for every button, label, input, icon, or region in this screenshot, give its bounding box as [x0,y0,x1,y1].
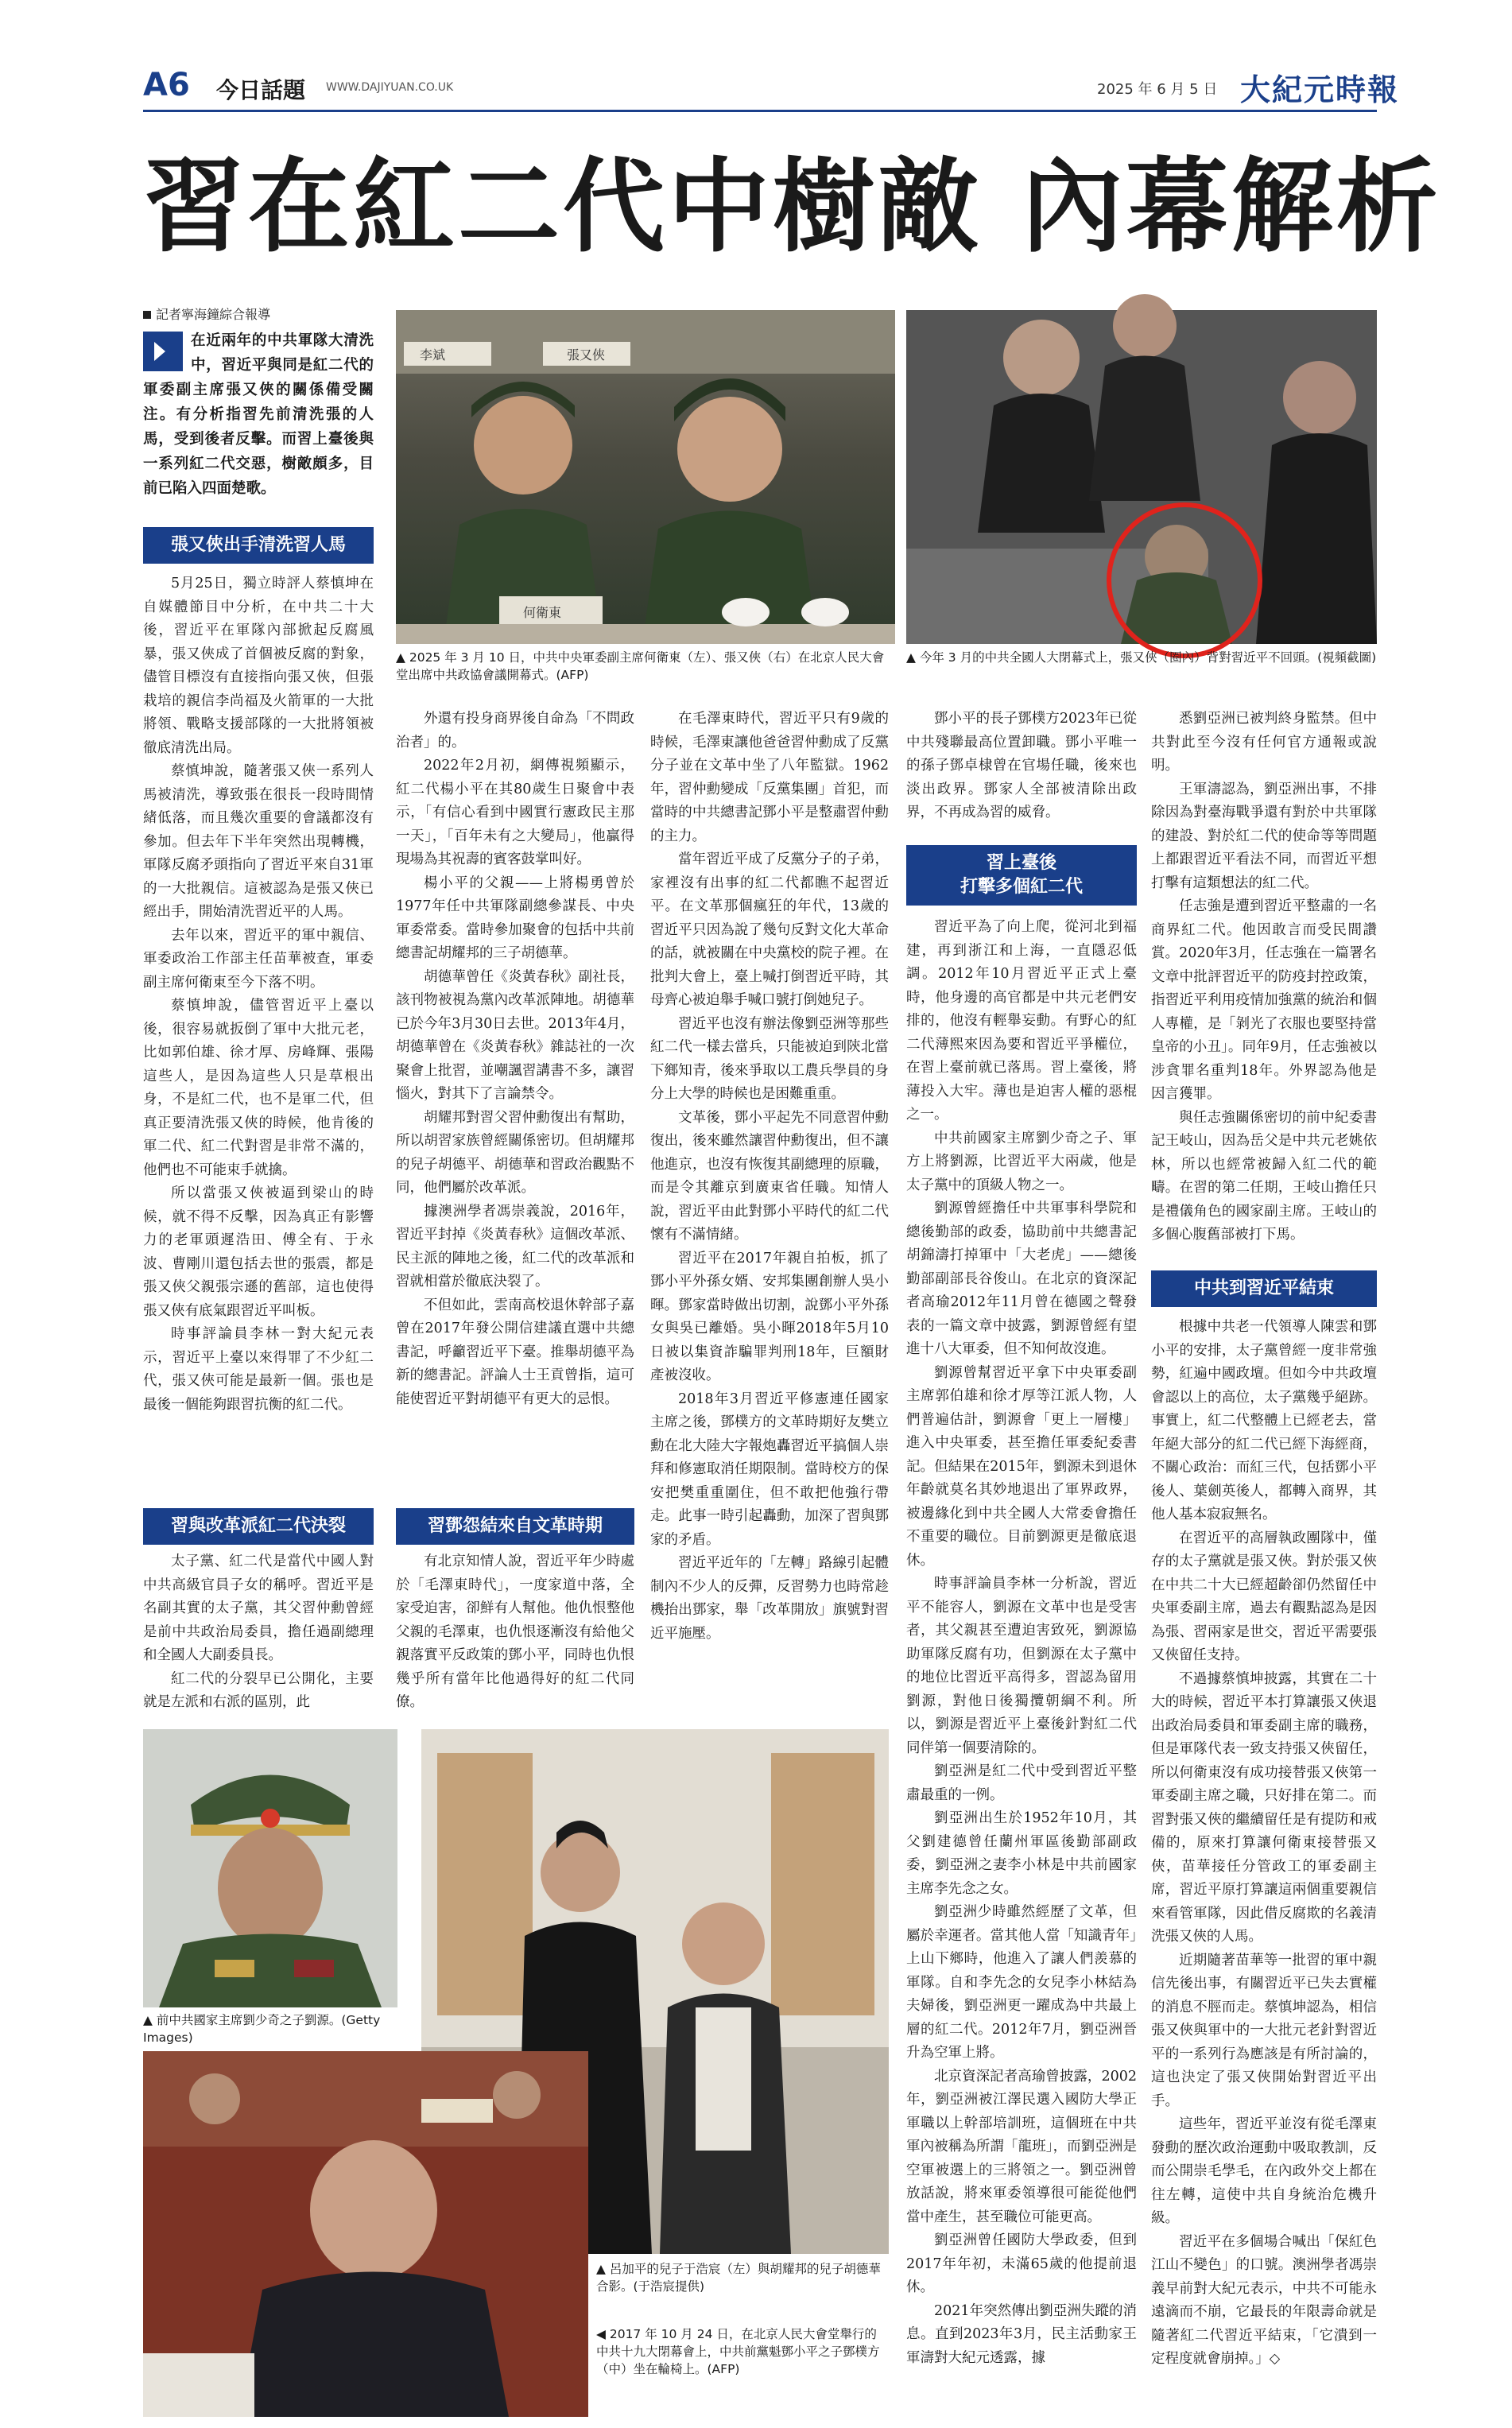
headline: 習在紅二代中樹敵 內幕解析 [143,147,1441,266]
paragraph: 有北京知情人說，習近平年少時處於「毛澤東時代」，一度家道中落，全家受迫害，卻鮮有人幫他。他仇恨整他父親的毛澤東，也仇恨逐漸沒有給他父親落實平反政策的鄧小平，同時也仇恨幾乎所有當年比他過得好的紅二代同僚。 [396,1553,634,1710]
lede: 在近兩年的中共軍隊大清洗中，習近平與同是紅二代的軍委副主席張又俠的關係備受關注。有分析指習先前清洗張的人馬，受到後者反擊。而習上臺後與一系列紅二代交惡，樹敵頗多，目前已陷入四面楚歌。 [143,332,374,497]
paragraph: 劉亞洲出生於1952年10月，其父劉建德曾任蘭州軍區後勤部副政委，劉亞洲之妻李小林是中共前國家主席李先念之女。 [906,1810,1137,1897]
column-1 [143,572,374,1503]
paragraph: 這些年，習近平並沒有從毛澤東發動的歷次政治運動中吸取教訓，反而公開崇毛學毛，在內政外交上都在往左轉，這使中共自身統治危機升級。 [1151,2116,1377,2226]
paragraph: 習近平在2017年親自拍板，抓了鄧小平外孫女婿、安邦集團創辦人吳小暉。鄧家當時做出切割，說鄧小平外孫女與吳已離婚。吳小暉2018年5月10日被以集資詐騙罪判刑18年，巨額財產被沒收。 [650,1250,889,1383]
paragraph: 習近平在多個場合喊出「保紅色江山不變色」的口號。澳洲學者馮崇義早前對大紀元表示，中共不可能永遠滴而不崩，它最長的年限壽命就是隨著紅二代習近平結束，「它潰到一定程度就會崩掉。」◇ [1151,2233,1377,2367]
subhead-xi-deng-feud: 習鄧怨結來自文革時期 [396,1508,634,1545]
photo-he-weidong-zhang-youxia [396,310,895,644]
paragraph: 楊小平的父親——上將楊勇曾於1977年任中共軍隊副總參謀長、中央軍委常委。當時參加聚會的包括中共前總書記胡耀邦的三子胡德華。 [396,875,634,961]
npc-photo-illustration [906,310,1377,644]
paragraph: 鄧小平的長子鄧樸方2023年已從中共殘聯最高位置卸職。鄧小平唯一的孫子鄧卓棣曾在官場任職，後來也淡出政界。鄧家人全部被清除出政界，不再成為習的威脅。 [906,711,1137,820]
liu-yuan-photo-illustration [143,1729,397,2007]
subhead-ends-with-xi: 中共到習近平結束 [1151,1270,1377,1307]
paragraph: 習近平為了向上爬，從河北到福建，再到浙江和上海，一直隱忍低調。2012年10月習近平正式上臺時，他身邊的高官都是中共元老們安排的，他沒有輕舉妄動。有野心的紅二代薄熙來因為要和習近平爭權位，在習上臺前就已落馬。習上臺後，將薄投入大牢。薄也是迫害人權的惡棍之一。 [906,919,1137,1123]
paragraph: 據澳洲學者馮崇義說，2016年，習近平封掉《炎黃春秋》這個改革派、民主派的陣地之後，紅二代的改革派和習就相當於徹底決裂了。 [396,1203,634,1290]
paragraph: 北京資深記者高瑜曾披露，2002年，劉亞洲被江澤民選入國防大學正軍職以上幹部培訓班，這個班在中共軍內被稱為所謂「龍班」，而劉亞洲是空軍被選上的三將領之一。劉亞洲曾放話說，將來軍委領導很可能從他們當中產生，甚至職位可能更高。 [906,2068,1137,2225]
paragraph: 蔡慎坤說，隨著張又俠一系列人馬被清洗，導致張在很長一段時間情緒低落，而且幾次重要的會議都沒有參加。但去年下半年突然出現轉機，軍隊反腐矛頭指向了習近平來自31軍的一大批親信。這被認為是張又俠已經出手，開始清洗習近平的人馬。 [143,763,374,920]
subhead-xi-attacks: 習上臺後 打擊多個紅二代 [906,845,1137,906]
paragraph: 不但如此，雲南高校退休幹部子嘉曾在2017年發公開信建議直選中共總書記，呼籲習近平下臺。推舉胡德平為新的總書記。評論人士王貢曾指，這可能使習近平對胡德平有更大的忌恨。 [396,1297,634,1407]
paragraph: 劉亞洲少時雖然經歷了文革，但屬於幸運者。當其他人當「知識青年」上山下鄉時，他進入了讓人們羨慕的軍隊。自和李先念的女兒李小林結為夫婦後，劉亞洲更一躍成為中共最上層的紅二代。2012年7月，劉亞洲晉升為空軍上將。 [906,1904,1137,2061]
issue-date: 2025 年 6 月 5 日 [1097,81,1218,98]
paragraph: 太子黨、紅二代是當代中國人對中共高級官員子女的稱呼。習近平是名副其實的太子黨，其父習仲勳曾經是前中共政治局委員，擔任過副總理和全國人大副委員長。 [143,1553,374,1663]
paragraph: 不過據蔡慎坤披露，其實在二十大的時候，習近平本打算讓張又俠退出政治局委員和軍委副主席的職務，但是軍隊代表一致支持張又俠留任，所以何衛東沒有成功接替張又俠第一軍委副主席之職，只好排在第二。而習對張又俠的繼續留任是有提防和戒備的，原來打算讓何衛東接替張又俠，苗華接任分管政工的軍委副主席，習近平原打算讓這兩個重要親信來看管軍隊，因此借反腐欺的名義清洗張又俠的人馬。 [1151,1670,1377,1945]
paragraph: 當年習近平成了反黨分子的子弟，家裡沒有出事的紅二代都瞧不起習近平。在文革那個瘋狂的年代，13歲的習近平只因為說了幾句反對文化大革命的話，就被關在中央黨校的院子裡。在批判大會上，臺上喊打倒習近平時，其母齊心被迫舉手喊口號打倒她兒子。 [650,851,889,1008]
paragraph: 2018年3月習近平修憲連任國家主席之後，鄧樸方的文革時期好友樊立勳在北大陸大字報炮轟習近平搞個人崇拜和修憲取消任期限制。當時校方的保安把樊重重圍住，但不敢把他強行帶走。此事一時引起轟動，加深了習與鄧家的矛盾。 [650,1390,889,1548]
paragraph: 胡德華曾任《炎黃春秋》副社長，該刊物被視為黨內改革派陣地。胡德華已於今年3月30日去世。2013年4月，胡德華曾在《炎黃春秋》雜誌社的一次聚會上批習，並嘲諷習講書不多，讓習惱火，對其下了言論禁令。 [396,968,634,1102]
paragraph: 外還有投身商界後自命為「不問政治者」的。 [396,711,634,751]
column-2b [396,1550,634,1710]
square-bullet-icon [143,311,151,319]
paragraph: 根據中共老一代領導人陳雲和鄧小平的安排，太子黨曾經一度非常強勢，紅遍中國政壇。但如今中共政壇會認以上的高位，太子黨幾乎絕跡。事實上，紅二代整體上已經老去，當年絕大部分的紅二代已經下海經商，不關心政治：而紅三代，包括鄧小平後人、葉劍英後人，都轉入商界，其他人基本寂寂無名。 [1151,1319,1377,1522]
paragraph: 在毛澤東時代，習近平只有9歲的時候，毛澤東讓他爸爸習仲勳成了反黨分子並在文革中坐了八年監獄。1962年，習仲勳變成「反黨集團」首犯，而當時的中共總書記鄧小平是整肅習仲勳的主力。 [650,711,889,844]
caption-photo-5: ◀ 2017 年 10 月 24 日，在北京人民大會堂舉行的中共十九大閉幕會上，中共前黨魁鄧小平之子鄧樸方（中）坐在輪椅上。(AFP) [596,2327,880,2376]
column-4 [906,708,1137,835]
paragraph: 悉劉亞洲已被判終身監禁。但中共對此至今沒有任何官方通報或說明。 [1151,711,1377,774]
page-number: A6 [143,67,190,103]
svg-text:何衛東: 何衛東 [523,605,562,620]
paragraph: 2021年突然傳出劉亞洲失蹤的消息。直到2023年3月，民主活動家王軍濤對大紀元透露，據 [906,2302,1137,2366]
chevron-right-icon [143,332,183,371]
section-title: 今日話題 [216,77,306,103]
paragraph: 胡耀邦對習父習仲勳復出有幫助，所以胡習家族曾經關係密切。但胡耀邦的兒子胡德平、胡德華和習政治觀點不同，他們屬於改革派。 [396,1109,634,1196]
site-url[interactable]: WWW.DAJIYUAN.CO.UK [326,81,454,94]
newspaper-logo: 大紀元時報 [1240,72,1400,107]
paragraph: 在習近平的高層執政團隊中，僅存的太子黨就是張又俠。對於張又俠在中共二十大已經超齡卻仍然留任中央軍委副主席，過去有觀點認為是因為張、習兩家是世交，習近平需要張又俠留任支持。 [1151,1530,1377,1663]
caption-photo-1: ▲ 2025 年 3 月 10 日，中共中央軍委副主席何衛東（左）、張又俠（右）在北京人民大會堂出席中共政協會議開幕式。(AFP) [396,650,885,682]
photo-liu-yuan [143,1729,397,2007]
column-5 [1151,708,1377,1264]
nameplate-card [404,342,491,366]
paragraph: 紅二代的分裂早已公開化，主要就是左派和右派的區別，此 [143,1670,374,1710]
paragraph: 2022年2月初，網傳視頻顯示，紅二代楊小平在其80歲生日聚會中表示，「有信心看到中國實行憲政民主那一天」，「百年未有之大變局」，他贏得現場為其祝壽的賓客鼓掌叫好。 [396,758,634,867]
header-rule [143,110,1377,112]
paragraph: 中共前國家主席劉少奇之子、軍方上將劉源，比習近平大兩歲，他是太子黨中的頂級人物之一。 [906,1130,1137,1193]
photo-npc-closing [906,310,1377,644]
deng-pufang-photo-illustration [143,2051,588,2417]
byline: 記者寧海鐘綜合報導 [143,304,270,323]
generals-photo-illustration [396,310,895,644]
paragraph: 蔡慎坤說，儘管習近平上臺以後，很容易就扳倒了軍中大批元老，比如郭伯雄、徐才厚、房峰輝、張陽這些人，是因為這些人只是草根出身，不是紅二代，也不是軍二代，但真正要清洗張又俠的時候，他肯後的軍二代、紅二代對習是非常不滿的，他們也不可能束手就擒。 [143,998,374,1178]
paragraph: 劉源曾經擔任中共軍事科學院和總後勤部的政委，協助前中共總書記胡錦濤打掉軍中「大老虎」——總後勤部副部長谷俊山。在北京的資深記者高瑜2012年11月曾在德國之聲發表的一篇文章中披露，劉源曾經有望進十八大軍委，但不知何故沒進。 [906,1200,1137,1357]
paragraph: 文革後，鄧小平起先不同意習仲勳復出，後來雖然讓習仲勳復出，但不讓他進京，也沒有恢復其副總理的原職，而是令其離京到廣東省任職。知情人說，習近平由此對鄧小平時代的紅二代懷有不滿情緒。 [650,1109,889,1243]
column-4b [906,916,1137,2418]
paragraph: 劉亞洲曾任國防大學政委，但到2017年年初，未滿65歲的他提前退休。 [906,2232,1137,2295]
paragraph: 5月25日，獨立時評人蔡慎坤在自媒體節目中分析，在中共二十大後，習近平在軍隊內部掀起反腐風暴，張又俠成了首個被反腐的對象，儘管目標沒有直接指向張又俠，但張栽培的親信李尚福及火箭軍的一大批將領、戰略支援部隊的一大批將領被徹底清洗出局。 [143,576,374,756]
svg-text:張又俠: 張又俠 [567,347,606,363]
subhead-reformist-split: 習與改革派紅二代決裂 [143,1508,374,1545]
caption-photo-4: ▲ 呂加平的兒子于浩宸（左）與胡耀邦的兒子胡德華合影。(于浩宸提供) [596,2262,881,2294]
paragraph: 所以當張又俠被逼到梁山的時候，就不得不反擊，因為真正有影響力的老軍頭遲浩田、傅全有、于永波、曹剛川還包括去世的張震，都是張又俠父親張宗遜的舊部，這也使得張又俠有底氣跟習近平叫板。 [143,1185,374,1319]
column-1b [143,1550,374,1710]
column-5b [1151,1316,1377,2421]
paragraph: 時事評論員李林一對大紀元表示，習近平上臺以來得罪了不少紅二代，張又俠可能是最新一個。張也是最後一個能夠跟習抗衡的紅二代。 [143,1326,374,1413]
subhead-zhang-purge: 張又俠出手清洗習人馬 [143,527,374,564]
svg-text:李斌: 李斌 [420,347,446,363]
photo-deng-pufang [143,2051,588,2417]
paragraph: 王軍濤認為，劉亞洲出事，不排除因為對臺海戰爭還有對於中共軍隊的建設、對於紅二代的使命等等問題上都跟習近平看法不同，而習近平想打擊有這類想法的紅二代。 [1151,781,1377,891]
caption-photo-3: ▲ 前中共國家主席劉少奇之子劉源。(Getty Images) [143,2013,381,2045]
paragraph: 時事評論員李林一分析說，習近平不能容人，劉源在文革中也是受害者，其父親甚至遭迫害致死，劉源協助軍隊反腐有功，但劉源在太子黨中的地位比習近平高得多，習認為留用劉源，對他日後獨攬朝綱不利。所以，劉源是習近平上臺後針對紅二代同伴第一個要清除的。 [906,1576,1137,1756]
paragraph: 習近平也沒有辦法像劉亞洲等那些紅二代一樣去當兵，只能被迫到陝北當下鄉知青，後來爭取以工農兵學員的身分上大學的時候也是困難重重。 [650,1015,889,1102]
paragraph: 劉源曾幫習近平拿下中央軍委副主席郭伯雄和徐才厚等江派人物，人們普遍估計，劉源會「更上一層樓」進入中央軍委，甚至擔任軍委紀委書記。但結果在2015年，劉源未到退休年齡就莫名其妙地退出了軍界政界，被邊緣化到中共全國人大常委會擔任不重要的職位。目前劉源更是徹底退休。 [906,1364,1137,1569]
caption-photo-2: ▲ 今年 3 月的中共全國人大閉幕式上，張又俠（圈內）背對習近平不回頭。(視頻截圖) [906,650,1377,665]
paragraph: 與任志強關係密切的前中紀委書記王岐山，因為岳父是中共元老姚依林，所以也經常被歸入紅二代的範疇。在習的第二任期，王岐山擔任只是禮儀角色的國家副主席。王岐山的多個心腹舊部被打下馬。 [1151,1109,1377,1243]
paragraph: 劉亞洲是紅二代中受到習近平整肅最重的一例。 [906,1763,1137,1803]
paragraph: 習近平近年的「左轉」路線引起體制內不少人的反彈，反習勢力也時常趁機抬出鄧家，舉「改革開放」旗號對習近平施壓。 [650,1555,889,1642]
paragraph: 近期隨著苗華等一批習的軍中親信先後出事，有關習近平已失去實權的消息不脛而走。蔡慎坤認為，相信張又俠與軍中的一大批元老針對習近平的一系列行為應該是有所討論的，這也決定了張又俠開始對習近平出手。 [1151,1952,1377,2109]
paragraph: 去年以來，習近平的軍中親信、軍委政治工作部主任苗華被查，軍委副主席何衛東至今下落不明。 [143,927,374,991]
paragraph: 任志強是遭到習近平整肅的一名商界紅二代。他因敢言而受民間讚賞。2020年3月，任志強在一篇署名文章中批評習近平的防疫封控政策，指習近平利用疫情加強黨的統治和個人專權，是「剝光了衣服也要堅持當皇帝的小丑」。同年9月，任志強被以涉貪罪名重判18年。外界認為他是因言獲罪。 [1151,898,1377,1102]
column-2 [396,708,634,1503]
column-3 [650,708,889,1701]
